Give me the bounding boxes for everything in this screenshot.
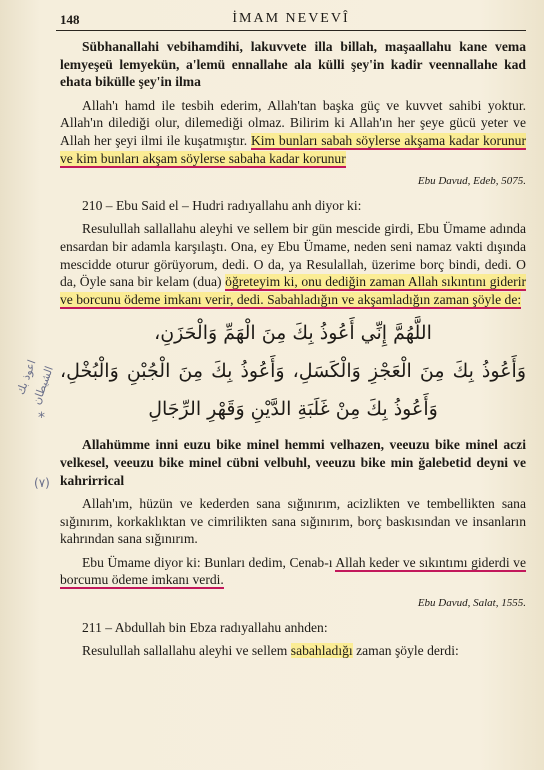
- source-citation-2: Ebu Davud, Salat, 1555.: [417, 597, 526, 610]
- handwritten-margin-note: [8, 358, 56, 490]
- page-body: [60, 38, 526, 666]
- hadith-211-paragraph: [60, 642, 526, 660]
- hadith-text: Resulullah sallallahu aleyhi ve sellem bir gün mescide girdi, Ebu Ümame adında ensardan bir adamla karşılaştı. Ona, ey Ebu Ümame, neden seni namaz vakti dışında mescidde oturur görüyorum, dedi. O da, ya Resulallah, üzerime borç bindi, dedi. O da, Öyle sana bir kelam (dua): [60, 221, 526, 290]
- arabic-line-2: وَأَعُوذُ بِكَ مِنَ الْعَجْزِ وَالْكَسَلِ، وَأَعُوذُ بِكَ مِنَ الْجُبْنِ وَالْبُخْلِ،: [60, 360, 526, 383]
- transliteration-paragraph-1: Sübhanallahi vebihamdihi, lakuvvete illa billah, maşaallahu kane vema lemyeşeü lemyekün, a'lemü ennallahe ala külli şey'in kadir veennallahe kad ehata bikülle şey'in ilma: [60, 39, 526, 90]
- translation-text: Allah'ı hamd ile tesbih ederim, Allah'tan başka güç ve kuvvet sahibi yoktur. Allah'ın dilediği olur, dilemediği olmaz. Bilirim ki Allah'ın her şeye gücü yeter ve Allah her şeyi ilmi ile kuşatmıştır.: [60, 97, 526, 148]
- highlighted-text: öğreteyim ki, onu dediğin zaman Allah sıkıntını giderir ve borcunu ödeme imkanı verir, dedi. Sabahladığın ve akşamladığın zaman şöyle de:: [60, 274, 526, 307]
- arabic-dua: [60, 314, 526, 428]
- hadith-text: Resulullah sallallahu aleyhi ve sellem: [82, 643, 288, 659]
- highlighted-word: sabahladığı: [290, 643, 353, 659]
- hadith-heading-210: 210 – Ebu Said el – Hudri radıyallahu anh diyor ki:: [82, 197, 362, 213]
- transliteration-paragraph-2: Allahümme inni euzu bike minel hemmi velhazen, veeuzu bike minel aczi velkesel, veeuzu bike minel cübni velbuhl, veeuzu bike min ğalebetid deyni ve kahrirrical: [60, 437, 526, 488]
- margin-note-line2: الشيطان: [30, 364, 56, 407]
- hadith-heading-211: 211 – Abdullah bin Ebza radıyallahu anhden:: [82, 619, 328, 635]
- running-title: İMAM NEVEVÎ: [232, 11, 350, 26]
- narrator-text: Ebu Ümame diyor ki: Bunları dedim, Cenab-ı: [82, 554, 333, 570]
- highlighted-text: Kim bunları sabah söylerse akşama kadar korunur ve kim bunları akşam söylerse sabaha kadar korunur: [60, 132, 526, 166]
- narrator-paragraph: [60, 554, 526, 589]
- source-citation-1: Ebu Davud, Edeb, 5075.: [417, 175, 526, 188]
- margin-note-line1: اعوذ بك: [14, 358, 39, 397]
- page-header: [56, 8, 526, 31]
- arabic-line-3: وَأَعُوذُ بِكَ مِنْ غَلَبَةِ الدَّيْنِ وَقَهْرِ الرِّجَالِ: [148, 398, 438, 421]
- underlined-text: Allah keder ve sıkıntımı giderdi ve borcumu ödeme imkanı verdi.: [60, 554, 526, 588]
- margin-number-note: (٧): [34, 476, 50, 490]
- arabic-line-1: اللَّهُمَّ إِنِّي أَعُوذُ بِكَ مِنَ الْهَمِّ وَالْحَزَنِ،: [154, 322, 432, 345]
- hadith-210-paragraph: [60, 220, 526, 308]
- translation-paragraph-1: [60, 97, 526, 167]
- hadith-text-end: zaman şöyle derdi:: [356, 643, 459, 659]
- translation-paragraph-2: Allah'ım, hüzün ve kederden sana sığınırım, acizlikten ve tembellikten sana sığınırım, korkaklıktan ve cimrilikten sana sığınırım, borç baskısından ve insanların kahrından sana sığınırım.: [60, 496, 526, 547]
- page-number: 148: [60, 12, 80, 27]
- margin-star-mark: *: [38, 410, 45, 426]
